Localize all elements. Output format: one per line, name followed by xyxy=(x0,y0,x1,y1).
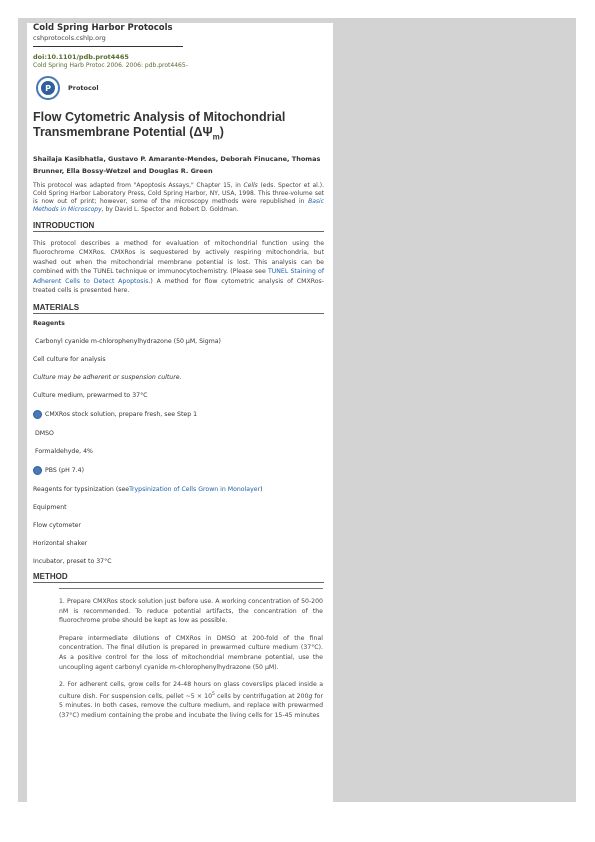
equipment-heading: Equipment xyxy=(33,504,67,512)
recipe-icon[interactable] xyxy=(33,466,42,475)
material-culture-note: Culture may be adherent or suspension culture. xyxy=(33,374,182,382)
page-content xyxy=(33,23,324,721)
material-culture-medium: Culture medium, prewarmed to 37°C xyxy=(33,392,148,400)
basic-methods-link[interactable]: Basic Methods in Microscopy xyxy=(33,197,324,213)
authors: Shailaja Kasibhatla, Gustavo P. Amarante-Mendes, Deborah Finucane, Thomas Brunner, Ella Bossy-Wetzel and Douglas R. Green xyxy=(33,154,321,175)
material-pbs: PBS (pH 7.4) xyxy=(33,466,324,475)
journal-title: Cold Spring Harbor Protocols xyxy=(33,23,173,33)
material-trypsinization: Reagents for typsinization (see Trypsinization of Cells Grown in Monolayer ) xyxy=(33,486,263,494)
tunel-link[interactable]: TUNEL Staining of Adherent Cells to Detect Apoptosis xyxy=(33,268,324,285)
recipe-icon[interactable] xyxy=(33,410,42,419)
equipment-incubator: Incubator, preset to 37°C xyxy=(33,558,112,566)
header-rule xyxy=(33,46,183,47)
material-cmxros: CMXRos stock solution, prepare fresh, see Step 1 xyxy=(33,410,324,419)
protocol-label: Protocol xyxy=(68,84,99,92)
document-page xyxy=(27,23,333,803)
method-step-1: 1. Prepare CMXRos stock solution just before use. A working concentration of 50-200 nM is recommended. To reduce potential artifacts, the concentration of the fluorochrome probe should be kept as low as possible. xyxy=(59,598,323,625)
material-dmso: DMSO xyxy=(35,430,54,438)
intro-paragraph: This protocol describes a method for evaluation of mitochondrial function using the fluorochrome CMXRos. CMXRos is sequestered by actively respiring mitochondria, but washed out when the mitochondrial membrane potential is lost. This analysis can be combined with the TUNEL technique or immunocytochemistry. (Please see TUNEL Staining of Adherent Cells to Detect Apoptosis.) A method for flow cytometric analysis of CMXRos-treated cells is presented here. xyxy=(33,239,324,295)
trypsinization-link[interactable]: Trypsinization of Cells Grown in Monolayer xyxy=(129,486,261,494)
method-step-1-note: Prepare intermediate dilutions of CMXRos in DMSO at 200-fold of the final concentration. The final dilution is prepared in prewarmed culture medium (37°C). As a positive control for the loss of mitochondrial membrane potential, use the uncoupling agent carbonyl cyanide m-chlorophenylhydrazone (50 µM). xyxy=(59,634,323,671)
citation: Cold Spring Harb Protoc 2006. 2006: pdb.prot4465- xyxy=(33,62,188,69)
equipment-shaker: Horizontal shaker xyxy=(33,540,88,548)
reagents-heading: Reagents xyxy=(33,320,65,328)
equipment-flow-cytometer: Flow cytometer xyxy=(33,522,81,530)
section-materials: MATERIALS xyxy=(33,303,324,314)
article-title: Flow Cytometric Analysis of Mitochondrial Transmembrane Potential $(\Delta\Psi_m)$ xyxy=(33,110,286,142)
adaptation-note: This protocol was adapted from "Apoptosis Assays," Chapter 15, in Cells (eds. Spector et al.). Cold Spring Harbor Laboratory Press, Cold Spring Harbor, NY, USA, 1998. This three-volume set is now out of print; however, some of the microscopy methods were republished in Basic Methods in Microscopy, by David L. Spector and Robert D. Goldman. xyxy=(33,181,324,213)
material-cell-culture: Cell culture for analysis xyxy=(33,356,106,364)
material-carbonyl: Carbonyl cyanide m-chlorophenylhydrazone (50 µM, Sigma) xyxy=(35,338,221,346)
material-formaldehyde: Formaldehyde, 4% xyxy=(35,448,93,456)
protocol-icon: P xyxy=(36,76,60,100)
doi[interactable]: doi:10.1101/pdb.prot4465 xyxy=(33,53,129,61)
method-steps xyxy=(59,588,323,721)
section-method: METHOD xyxy=(33,572,324,583)
protocol-badge-row xyxy=(33,76,324,100)
section-introduction: INTRODUCTION xyxy=(33,221,324,232)
journal-site: cshprotocols.cshlp.org xyxy=(33,34,106,42)
method-step-2: 2. For adherent cells, grow cells for 24-48 hours on glass coverslips placed inside a culture dish. For suspension cells, pellet ~5 × $10^5$ cells by centrifugation at 200g for 5 minutes. In both cases, remove the culture medium, and replace with prewarmed (37°C) medium containing the probe and incubate the living cells for 15-45 minutes xyxy=(59,681,323,720)
